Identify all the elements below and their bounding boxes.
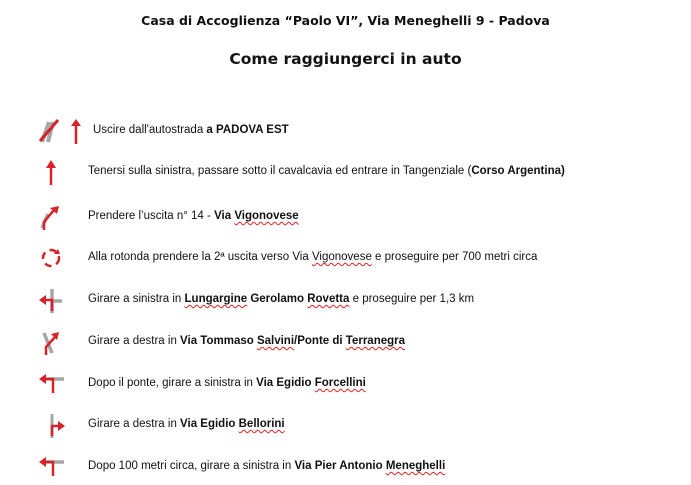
step-text xyxy=(88,460,445,472)
step-text-part: Salvini xyxy=(256,335,295,347)
step-text-part: ) xyxy=(561,165,565,177)
direction-step xyxy=(0,452,691,482)
step-text-part: Lungargine xyxy=(184,293,248,305)
direction-step xyxy=(0,285,691,315)
step-text-part: Vigonovese xyxy=(234,210,299,222)
motorway-exit-icon xyxy=(36,116,84,146)
step-text-part: a PADOVA EST xyxy=(206,124,289,136)
page-title: Casa di Accoglienza “Paolo VI”, Via Meneghelli 9 - Padova xyxy=(141,13,550,28)
step-text-part: Meneghelli xyxy=(385,460,446,472)
direction-step xyxy=(0,202,691,232)
step-text-part: Prendere l’uscita n° 14 - xyxy=(88,210,215,222)
direction-step xyxy=(0,157,691,187)
bear-right-icon xyxy=(36,327,84,357)
turn-right-icon xyxy=(38,410,86,440)
step-text-part: Girare a destra in xyxy=(88,418,181,430)
step-text xyxy=(88,251,537,263)
step-text-part: Girare a sinistra in xyxy=(88,293,185,305)
step-text-part: Forcellini xyxy=(314,377,366,389)
step-text-part: Corso Argentina xyxy=(471,165,561,177)
direction-step xyxy=(0,369,691,399)
step-text xyxy=(88,335,405,347)
turn-left-t-icon xyxy=(36,452,84,482)
step-text-part: Via Egidio xyxy=(256,377,315,389)
step-text-part: e proseguire per 700 metri circa xyxy=(371,251,538,263)
roundabout-icon xyxy=(36,243,84,273)
direction-step xyxy=(0,243,691,273)
step-text-part: Vigonovese xyxy=(311,251,372,263)
step-text xyxy=(88,293,474,305)
step-text xyxy=(93,124,289,136)
step-text-part: Uscire dall'autostrada xyxy=(93,124,207,136)
step-text xyxy=(88,165,565,177)
step-text-part: Girare a destra in xyxy=(88,335,181,347)
step-text-part: Rovetta xyxy=(307,293,350,305)
direction-step xyxy=(0,410,691,440)
step-text-part: Dopo il ponte, girare a sinistra in xyxy=(88,377,257,389)
exit-right-icon xyxy=(36,202,84,232)
step-text-part: /Ponte di xyxy=(294,335,346,347)
step-text xyxy=(88,210,299,222)
step-text-part: Bellorini xyxy=(238,418,285,430)
step-text-part: Terranegra xyxy=(345,335,406,347)
step-text-part: Tenersi sulla sinistra, passare sotto il cavalcavia ed entrare in Tangenziale ( xyxy=(88,165,472,177)
step-text-part: Via Egidio xyxy=(180,418,239,430)
direction-step xyxy=(0,327,691,357)
page-subtitle: Come raggiungerci in auto xyxy=(229,50,462,68)
step-text-part: Via Pier Antonio xyxy=(294,460,386,472)
step-text-part: Dopo 100 metri circa, girare a sinistra in xyxy=(88,460,295,472)
step-text-part: Alla rotonda prendere la 2ª uscita verso Via xyxy=(88,251,312,263)
step-text xyxy=(88,377,366,389)
turn-left-t-icon xyxy=(36,369,84,399)
step-text-part: Via Tommaso xyxy=(180,335,257,347)
step-text-part: e proseguire per 1,3 km xyxy=(349,293,475,305)
step-text xyxy=(88,418,285,430)
step-text-part: Gerolamo xyxy=(247,293,308,305)
step-text-part: Via xyxy=(214,210,235,222)
direction-step xyxy=(0,116,691,146)
straight-arrow-icon xyxy=(36,157,84,187)
turn-left-icon xyxy=(36,285,84,315)
